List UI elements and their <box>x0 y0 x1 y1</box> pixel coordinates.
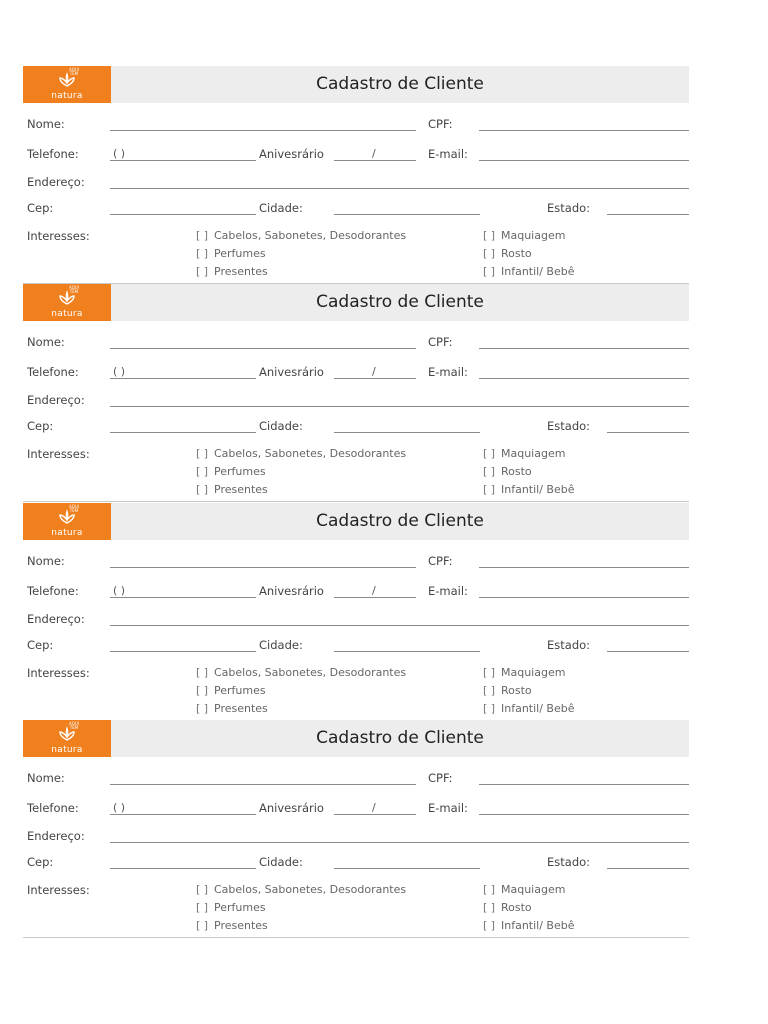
nome-field[interactable] <box>110 784 416 785</box>
form-header <box>23 503 689 540</box>
endereco-label: Endereço: <box>27 612 85 626</box>
option-presentes[interactable] <box>196 919 268 932</box>
checkbox[interactable]: [ ] <box>483 465 496 478</box>
option-maquiagem[interactable] <box>483 447 565 460</box>
checkbox[interactable]: [ ] <box>483 901 496 914</box>
option-label: Maquiagem <box>501 883 566 896</box>
option-label: Cabelos, Sabonetes, Desodorantes <box>214 883 407 896</box>
cpf-field[interactable] <box>479 784 689 785</box>
aniversario-field[interactable] <box>334 814 416 815</box>
phone-area-code: ( ) <box>113 365 126 378</box>
checkbox[interactable]: [ ] <box>483 684 496 697</box>
checkbox[interactable]: [ ] <box>196 465 209 478</box>
endereco-field[interactable] <box>110 188 689 189</box>
cpf-label: CPF: <box>428 771 453 785</box>
option-maquiagem[interactable] <box>483 883 565 896</box>
date-separator: / <box>372 801 376 814</box>
interesses-label: Interesses: <box>27 447 90 461</box>
logo-tagline: AQUI TEM <box>69 67 79 76</box>
interesses-label: Interesses: <box>27 883 90 897</box>
cep-field[interactable] <box>110 432 256 433</box>
form-title: Cadastro de Cliente <box>316 511 484 531</box>
cep-label: Cep: <box>27 638 54 652</box>
option-label: Maquiagem <box>501 666 566 679</box>
cidade-label: Cidade: <box>259 201 303 215</box>
option-rosto[interactable] <box>483 465 532 478</box>
option-label: Cabelos, Sabonetes, Desodorantes <box>214 447 407 460</box>
option-label: Rosto <box>501 684 532 697</box>
option-label: Presentes <box>214 919 268 932</box>
interesses-label: Interesses: <box>27 666 90 680</box>
option-perfumes[interactable] <box>196 465 266 478</box>
option-label: Infantil/ Bebê <box>501 702 575 715</box>
option-maquiagem[interactable] <box>483 666 565 679</box>
cpf-label: CPF: <box>428 117 453 131</box>
option-perfumes[interactable] <box>196 901 266 914</box>
checkbox[interactable]: [ ] <box>196 883 209 896</box>
option-label: Perfumes <box>214 684 266 697</box>
estado-label: Estado: <box>547 855 591 869</box>
email-field[interactable] <box>479 378 689 379</box>
option-infantil[interactable] <box>483 919 575 932</box>
option-label: Infantil/ Bebê <box>501 265 575 278</box>
aniversario-label: Anivesrário <box>259 584 324 598</box>
natura-flower-icon <box>57 72 77 90</box>
logo-brand: natura <box>51 91 83 101</box>
email-label: E-mail: <box>428 801 468 815</box>
nome-label: Nome: <box>27 554 65 568</box>
cidade-field[interactable] <box>334 868 480 869</box>
endereco-label: Endereço: <box>27 829 85 843</box>
cadastro-form <box>23 66 689 284</box>
estado-label: Estado: <box>547 201 591 215</box>
natura-logo <box>23 284 111 321</box>
form-title: Cadastro de Cliente <box>316 728 484 748</box>
cpf-field[interactable] <box>479 130 689 131</box>
checkbox[interactable]: [ ] <box>483 919 496 932</box>
cpf-label: CPF: <box>428 554 453 568</box>
natura-flower-icon <box>57 509 77 527</box>
option-label: Presentes <box>214 702 268 715</box>
option-rosto[interactable] <box>483 247 532 260</box>
cadastro-form <box>23 284 689 502</box>
nome-label: Nome: <box>27 117 65 131</box>
option-infantil[interactable] <box>483 702 575 715</box>
option-maquiagem[interactable] <box>483 229 565 242</box>
aniversario-field[interactable] <box>334 378 416 379</box>
natura-logo <box>23 503 111 540</box>
endereco-field[interactable] <box>110 842 689 843</box>
form-title: Cadastro de Cliente <box>316 292 484 312</box>
natura-flower-icon <box>57 726 77 744</box>
cidade-field[interactable] <box>334 214 480 215</box>
email-label: E-mail: <box>428 584 468 598</box>
option-presentes[interactable] <box>196 265 268 278</box>
email-label: E-mail: <box>428 365 468 379</box>
telefone-field[interactable] <box>110 378 256 379</box>
option-label: Cabelos, Sabonetes, Desodorantes <box>214 229 407 242</box>
option-label: Perfumes <box>214 901 266 914</box>
option-presentes[interactable] <box>196 483 268 496</box>
endereco-label: Endereço: <box>27 393 85 407</box>
logo-tagline: AQUI TEM <box>69 285 79 294</box>
cidade-label: Cidade: <box>259 638 303 652</box>
option-infantil[interactable] <box>483 265 575 278</box>
checkbox[interactable]: [ ] <box>483 229 496 242</box>
cadastro-form <box>23 503 689 721</box>
option-rosto[interactable] <box>483 684 532 697</box>
option-cabelos[interactable] <box>196 666 406 679</box>
aniversario-field[interactable] <box>334 597 416 598</box>
nome-field[interactable] <box>110 348 416 349</box>
form-header <box>23 66 689 103</box>
checkbox[interactable]: [ ] <box>196 265 209 278</box>
estado-field[interactable] <box>607 868 689 869</box>
option-cabelos[interactable] <box>196 883 406 896</box>
option-label: Presentes <box>214 483 268 496</box>
natura-flower-icon <box>57 290 77 308</box>
natura-logo <box>23 66 111 103</box>
cep-label: Cep: <box>27 855 54 869</box>
date-separator: / <box>372 365 376 378</box>
telefone-label: Telefone: <box>27 365 79 379</box>
interesses-label: Interesses: <box>27 229 90 243</box>
option-label: Perfumes <box>214 247 266 260</box>
nome-field[interactable] <box>110 130 416 131</box>
checkbox[interactable]: [ ] <box>196 483 209 496</box>
checkbox[interactable]: [ ] <box>196 702 209 715</box>
endereco-label: Endereço: <box>27 175 85 189</box>
checkbox[interactable]: [ ] <box>196 901 209 914</box>
checkbox[interactable]: [ ] <box>196 919 209 932</box>
aniversario-label: Anivesrário <box>259 365 324 379</box>
telefone-field[interactable] <box>110 160 256 161</box>
telefone-label: Telefone: <box>27 584 79 598</box>
cep-label: Cep: <box>27 419 54 433</box>
option-rosto[interactable] <box>483 901 532 914</box>
cidade-field[interactable] <box>334 651 480 652</box>
logo-tagline: AQUI TEM <box>69 721 79 730</box>
option-label: Maquiagem <box>501 229 566 242</box>
email-field[interactable] <box>479 597 689 598</box>
phone-area-code: ( ) <box>113 147 126 160</box>
option-presentes[interactable] <box>196 702 268 715</box>
estado-label: Estado: <box>547 419 591 433</box>
option-cabelos[interactable] <box>196 447 406 460</box>
nome-label: Nome: <box>27 771 65 785</box>
estado-field[interactable] <box>607 651 689 652</box>
cep-field[interactable] <box>110 868 256 869</box>
checkbox[interactable]: [ ] <box>483 483 496 496</box>
email-field[interactable] <box>479 814 689 815</box>
telefone-label: Telefone: <box>27 147 79 161</box>
date-separator: / <box>372 584 376 597</box>
date-separator: / <box>372 147 376 160</box>
cep-field[interactable] <box>110 214 256 215</box>
option-label: Rosto <box>501 247 532 260</box>
telefone-field[interactable] <box>110 814 256 815</box>
option-label: Cabelos, Sabonetes, Desodorantes <box>214 666 407 679</box>
form-header <box>23 720 689 757</box>
option-label: Infantil/ Bebê <box>501 919 575 932</box>
checkbox[interactable]: [ ] <box>196 447 209 460</box>
endereco-field[interactable] <box>110 625 689 626</box>
option-perfumes[interactable] <box>196 247 266 260</box>
phone-area-code: ( ) <box>113 801 126 814</box>
option-label: Presentes <box>214 265 268 278</box>
cep-label: Cep: <box>27 201 54 215</box>
aniversario-field[interactable] <box>334 160 416 161</box>
estado-field[interactable] <box>607 214 689 215</box>
option-label: Perfumes <box>214 465 266 478</box>
option-label: Infantil/ Bebê <box>501 483 575 496</box>
checkbox[interactable]: [ ] <box>483 702 496 715</box>
cpf-field[interactable] <box>479 348 689 349</box>
aniversario-label: Anivesrário <box>259 147 324 161</box>
aniversario-label: Anivesrário <box>259 801 324 815</box>
endereco-field[interactable] <box>110 406 689 407</box>
option-label: Rosto <box>501 901 532 914</box>
natura-logo <box>23 720 111 757</box>
form-title: Cadastro de Cliente <box>316 74 484 94</box>
form-divider <box>23 501 689 502</box>
nome-label: Nome: <box>27 335 65 349</box>
logo-brand: natura <box>51 528 83 538</box>
checkbox[interactable]: [ ] <box>196 247 209 260</box>
cidade-field[interactable] <box>334 432 480 433</box>
estado-label: Estado: <box>547 638 591 652</box>
email-field[interactable] <box>479 160 689 161</box>
option-infantil[interactable] <box>483 483 575 496</box>
logo-brand: natura <box>51 309 83 319</box>
email-label: E-mail: <box>428 147 468 161</box>
cep-field[interactable] <box>110 651 256 652</box>
cidade-label: Cidade: <box>259 419 303 433</box>
cpf-label: CPF: <box>428 335 453 349</box>
checkbox[interactable]: [ ] <box>483 883 496 896</box>
logo-brand: natura <box>51 745 83 755</box>
checkbox[interactable]: [ ] <box>483 265 496 278</box>
option-label: Maquiagem <box>501 447 566 460</box>
checkbox[interactable]: [ ] <box>483 247 496 260</box>
option-perfumes[interactable] <box>196 684 266 697</box>
cadastro-form <box>23 720 689 938</box>
checkbox[interactable]: [ ] <box>196 684 209 697</box>
checkbox[interactable]: [ ] <box>483 447 496 460</box>
form-divider <box>23 937 689 938</box>
logo-tagline: AQUI TEM <box>69 504 79 513</box>
cidade-label: Cidade: <box>259 855 303 869</box>
phone-area-code: ( ) <box>113 584 126 597</box>
telefone-field[interactable] <box>110 597 256 598</box>
estado-field[interactable] <box>607 432 689 433</box>
checkbox[interactable]: [ ] <box>196 229 209 242</box>
form-header <box>23 284 689 321</box>
option-cabelos[interactable] <box>196 229 406 242</box>
checkbox[interactable]: [ ] <box>483 666 496 679</box>
nome-field[interactable] <box>110 567 416 568</box>
telefone-label: Telefone: <box>27 801 79 815</box>
option-label: Rosto <box>501 465 532 478</box>
checkbox[interactable]: [ ] <box>196 666 209 679</box>
cpf-field[interactable] <box>479 567 689 568</box>
